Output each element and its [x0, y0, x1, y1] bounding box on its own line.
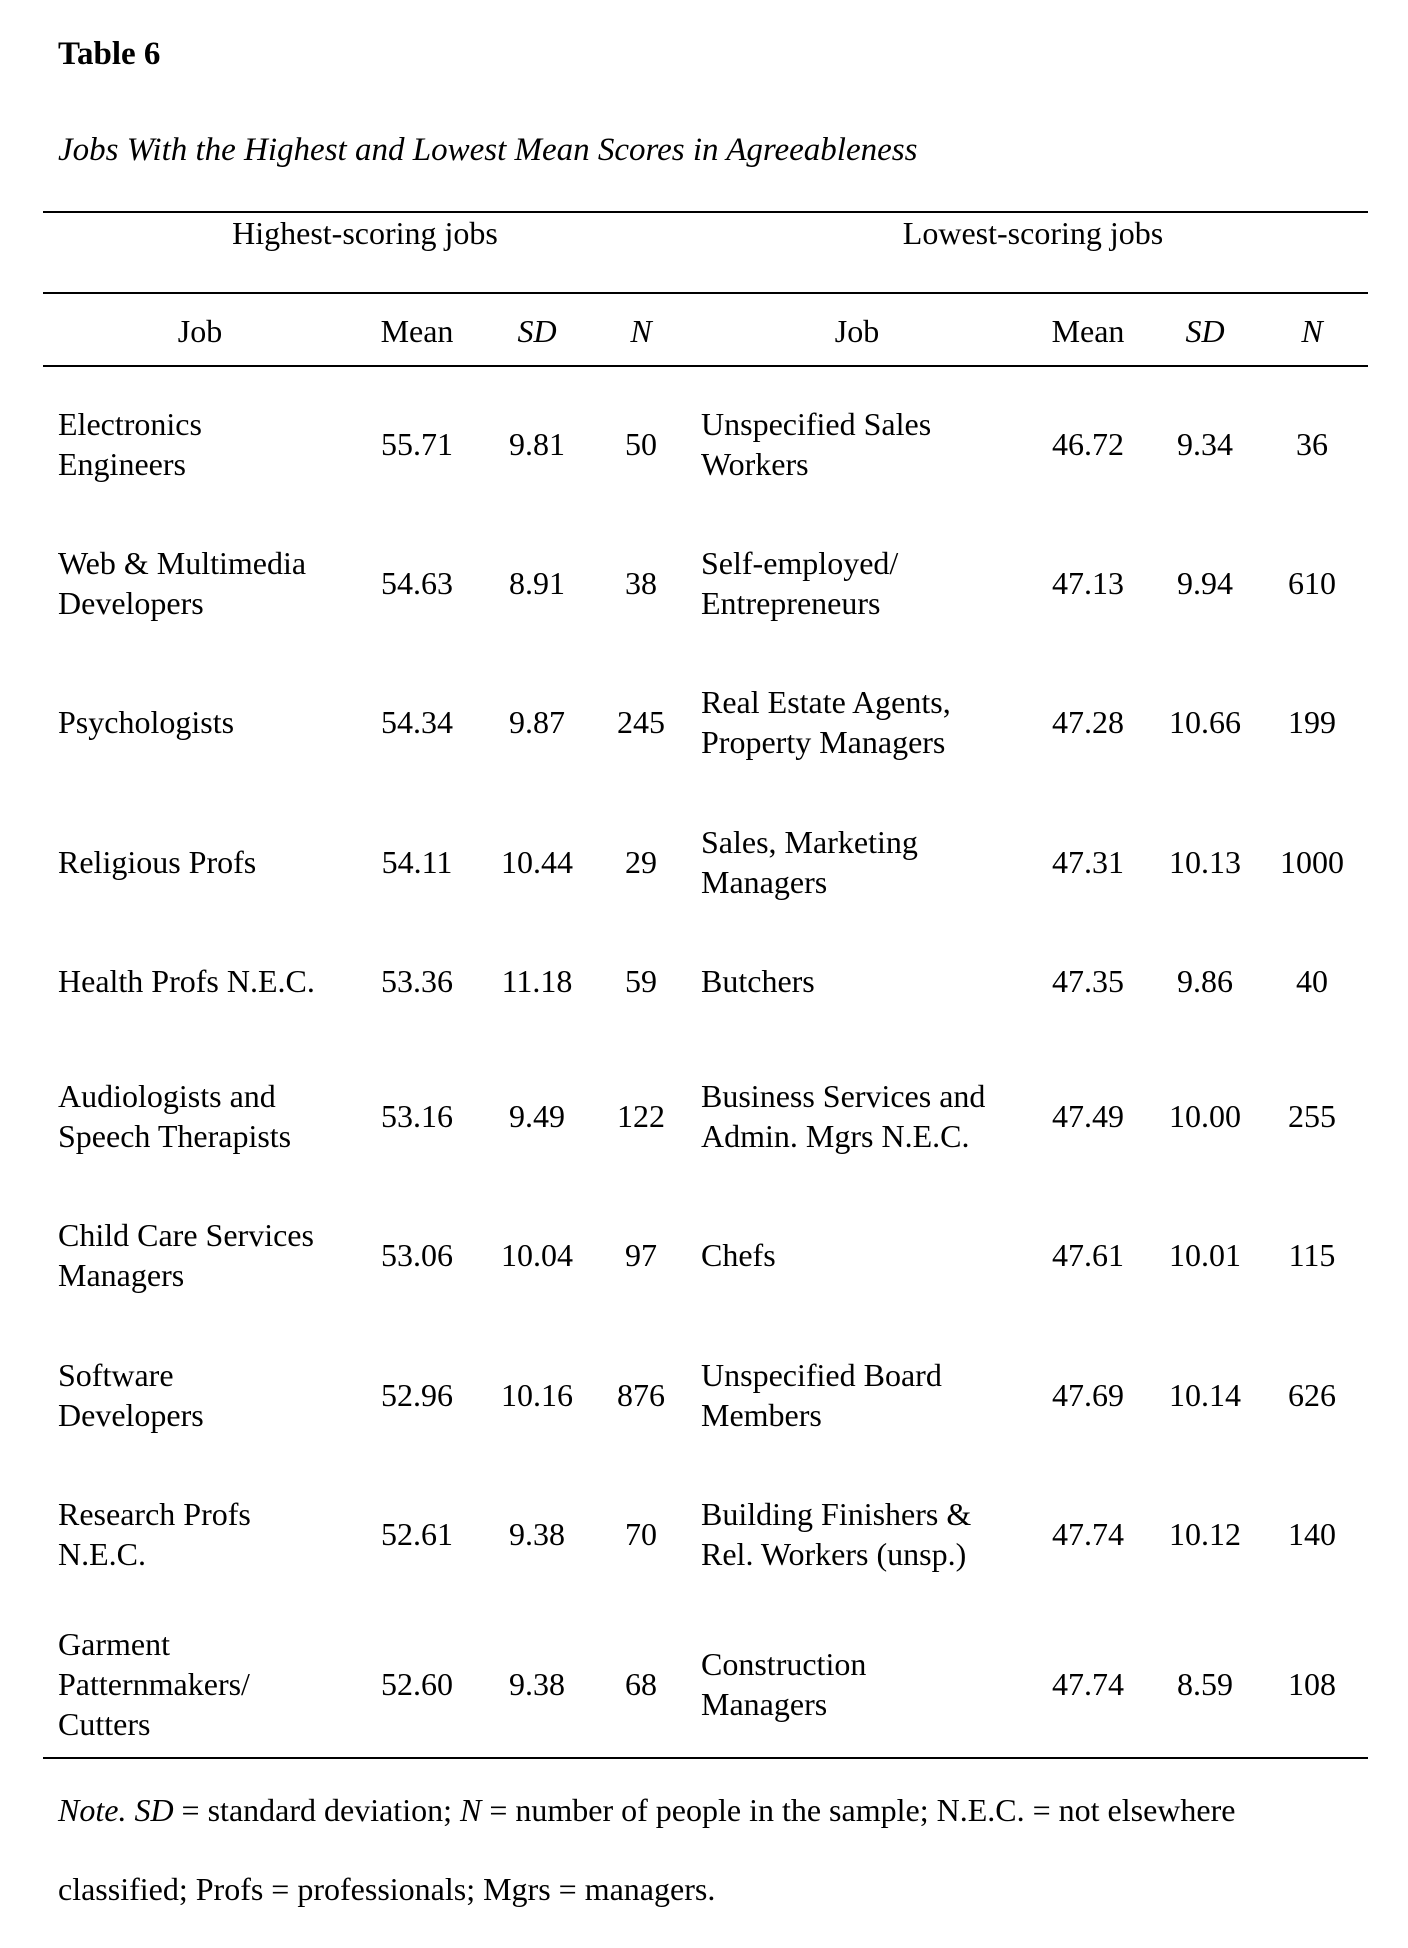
high-job-name: [58, 842, 256, 882]
low-sd-cell: 10.00: [1169, 1098, 1241, 1134]
job-name-line: Construction: [701, 1646, 867, 1682]
job-name-line: Self-employed/: [701, 545, 899, 581]
col-header-high-n: N: [630, 313, 652, 349]
high-mean-cell: 55.71: [381, 426, 453, 462]
low-job-name: [701, 1494, 971, 1574]
high-n-cell: 29: [625, 844, 657, 880]
table-row: [0, 1345, 1408, 1445]
low-n-cell: 626: [1288, 1377, 1336, 1413]
high-sd-cell: 11.18: [501, 963, 573, 999]
table-row: [0, 1624, 1408, 1744]
job-name-line: Entrepreneurs: [701, 585, 881, 621]
job-name-line: Child Care Services: [58, 1217, 314, 1253]
table-note-line-2: classified; Profs = professionals; Mgrs = managers.: [58, 1871, 716, 1907]
low-n-cell: 610: [1288, 565, 1336, 601]
low-mean-cell: 47.61: [1052, 1237, 1124, 1273]
table-note-line-1: [58, 1790, 1235, 1830]
low-n-cell: 36: [1296, 426, 1328, 462]
job-name-line: Managers: [701, 1686, 828, 1722]
group-header-lowest: Lowest-scoring jobs: [902, 215, 1164, 251]
low-n-cell: 108: [1288, 1666, 1336, 1702]
table-row: [0, 394, 1408, 494]
low-n-cell: 1000: [1280, 844, 1344, 880]
high-n-cell: 70: [625, 1516, 657, 1552]
table-row: [0, 951, 1408, 1011]
bottom-rule: [43, 1757, 1368, 1759]
note-sd-definition: = standard deviation;: [173, 1792, 460, 1828]
job-name-line: Research Profs: [58, 1496, 251, 1532]
low-mean-cell: 47.74: [1052, 1666, 1124, 1702]
low-sd-cell: 9.86: [1177, 963, 1233, 999]
low-sd-cell: 8.59: [1177, 1666, 1233, 1702]
low-job-cell: [701, 1624, 1031, 1744]
high-job-cell: [58, 1345, 358, 1445]
low-job-cell: [701, 1484, 1031, 1584]
table-row: [0, 812, 1408, 912]
high-job-name: [58, 1215, 314, 1295]
high-sd-cell: 9.81: [509, 426, 565, 462]
low-job-cell: [701, 1066, 1031, 1166]
high-job-cell: [58, 672, 358, 772]
job-name-line: N.E.C.: [58, 1536, 146, 1572]
col-header-high-job: Job: [177, 313, 223, 349]
low-job-cell: [701, 1345, 1031, 1445]
high-mean-cell: 52.61: [381, 1516, 453, 1552]
low-sd-cell: 9.34: [1177, 426, 1233, 462]
table-row: [0, 533, 1408, 633]
low-job-name: [701, 404, 931, 484]
low-n-cell: 255: [1288, 1098, 1336, 1134]
low-sd-cell: 10.66: [1169, 704, 1241, 740]
high-mean-cell: 52.60: [381, 1666, 453, 1702]
high-job-name: [58, 1355, 204, 1435]
col-header-low-n: N: [1301, 313, 1323, 349]
col-header-low-job: Job: [834, 313, 880, 349]
low-n-cell: 199: [1288, 704, 1336, 740]
table-label: Table 6: [58, 36, 161, 72]
job-name-line: Software: [58, 1357, 174, 1393]
table-row: [0, 1205, 1408, 1305]
high-sd-cell: 10.44: [501, 844, 573, 880]
low-n-cell: 115: [1288, 1237, 1336, 1273]
high-mean-cell: 53.36: [381, 963, 453, 999]
job-name-line: Psychologists: [58, 704, 235, 740]
high-n-cell: 876: [617, 1377, 665, 1413]
low-job-name: [701, 1355, 942, 1435]
job-name-line: Developers: [58, 1397, 204, 1433]
low-job-cell: [701, 1205, 1031, 1305]
high-sd-cell: 9.38: [509, 1666, 565, 1702]
job-name-line: Managers: [701, 864, 828, 900]
low-job-cell: [701, 394, 1031, 494]
high-mean-cell: 54.63: [381, 565, 453, 601]
low-job-cell: [701, 672, 1031, 772]
high-n-cell: 68: [625, 1666, 657, 1702]
col-header-high-sd: SD: [517, 313, 557, 349]
job-name-line: Business Services and: [701, 1078, 986, 1114]
high-mean-cell: 54.11: [381, 844, 453, 880]
note-line-1-rest: = number of people in the sample; N.E.C. = not elsewhere: [481, 1792, 1236, 1828]
low-job-name: [701, 1235, 776, 1275]
high-n-cell: 59: [625, 963, 657, 999]
low-job-name: [701, 543, 898, 623]
col-header-low-mean: Mean: [1051, 313, 1125, 349]
low-n-cell: 140: [1288, 1516, 1336, 1552]
high-job-cell: [58, 951, 358, 1011]
high-job-cell: [58, 1624, 358, 1744]
job-name-line: Butchers: [701, 963, 815, 999]
job-name-line: Building Finishers &: [701, 1496, 972, 1532]
high-mean-cell: 54.34: [381, 704, 453, 740]
table-row: [0, 1066, 1408, 1166]
job-name-line: Engineers: [58, 446, 186, 482]
high-n-cell: 245: [617, 704, 665, 740]
low-sd-cell: 10.01: [1169, 1237, 1241, 1273]
job-name-line: Unspecified Board: [701, 1357, 942, 1393]
job-name-line: Property Managers: [701, 724, 946, 760]
high-job-name: [58, 1494, 251, 1574]
high-job-name: [58, 1076, 291, 1156]
high-sd-cell: 9.38: [509, 1516, 565, 1552]
group-header-rule: [43, 292, 1368, 294]
high-n-cell: 122: [617, 1098, 665, 1134]
high-job-name: [58, 1624, 250, 1744]
job-name-line: Members: [701, 1397, 822, 1433]
high-sd-cell: 10.16: [501, 1377, 573, 1413]
high-n-cell: 38: [625, 565, 657, 601]
job-name-line: Religious Profs: [58, 844, 257, 880]
job-name-line: Electronics: [58, 406, 202, 442]
group-header-highest: Highest-scoring jobs: [232, 215, 498, 251]
job-name-line: Health Profs N.E.C.: [58, 963, 315, 999]
job-name-line: Real Estate Agents,: [701, 684, 951, 720]
low-job-cell: [701, 812, 1031, 912]
high-job-name: [58, 702, 234, 742]
high-job-cell: [58, 812, 358, 912]
low-mean-cell: 47.49: [1052, 1098, 1124, 1134]
high-n-cell: 97: [625, 1237, 657, 1273]
table-row: [0, 1484, 1408, 1584]
low-job-name: [701, 1644, 866, 1724]
low-mean-cell: 47.13: [1052, 565, 1124, 601]
job-name-line: Chefs: [701, 1237, 776, 1273]
low-n-cell: 40: [1296, 963, 1328, 999]
job-name-line: Admin. Mgrs N.E.C.: [701, 1118, 970, 1154]
col-header-low-sd: SD: [1185, 313, 1225, 349]
high-n-cell: 50: [625, 426, 657, 462]
job-name-line: Rel. Workers (unsp.): [701, 1536, 967, 1572]
low-sd-cell: 10.13: [1169, 844, 1241, 880]
low-job-name: [701, 961, 815, 1001]
high-job-cell: [58, 1066, 358, 1166]
high-sd-cell: 8.91: [509, 565, 565, 601]
low-mean-cell: 47.69: [1052, 1377, 1124, 1413]
job-name-line: Workers: [701, 446, 809, 482]
high-mean-cell: 53.16: [381, 1098, 453, 1134]
high-job-name: [58, 404, 202, 484]
job-name-line: Managers: [58, 1257, 185, 1293]
job-name-line: Web & Multimedia: [58, 545, 307, 581]
low-mean-cell: 46.72: [1052, 426, 1124, 462]
high-sd-cell: 10.04: [501, 1237, 573, 1273]
col-header-high-mean: Mean: [380, 313, 454, 349]
job-name-line: Sales, Marketing: [701, 824, 918, 860]
high-job-name: [58, 961, 315, 1001]
job-name-line: Garment: [58, 1626, 170, 1662]
low-job-cell: [701, 951, 1031, 1011]
low-sd-cell: 9.94: [1177, 565, 1233, 601]
low-job-cell: [701, 533, 1031, 633]
high-job-cell: [58, 1205, 358, 1305]
note-sd-symbol: SD: [134, 1792, 174, 1828]
low-sd-cell: 10.14: [1169, 1377, 1241, 1413]
job-name-line: Cutters: [58, 1706, 151, 1742]
high-sd-cell: 9.87: [509, 704, 565, 740]
job-name-line: Patternmakers/: [58, 1666, 250, 1702]
high-job-cell: [58, 394, 358, 494]
job-name-line: Developers: [58, 585, 204, 621]
high-job-cell: [58, 533, 358, 633]
low-mean-cell: 47.35: [1052, 963, 1124, 999]
low-mean-cell: 47.28: [1052, 704, 1124, 740]
job-name-line: Audiologists and: [58, 1078, 276, 1114]
low-mean-cell: 47.31: [1052, 844, 1124, 880]
column-header-rule: [43, 365, 1368, 367]
table-row: [0, 672, 1408, 772]
high-mean-cell: 52.96: [381, 1377, 453, 1413]
high-job-cell: [58, 1484, 358, 1584]
low-mean-cell: 47.74: [1052, 1516, 1124, 1552]
high-job-name: [58, 543, 306, 623]
note-lead: Note.: [58, 1792, 127, 1828]
high-sd-cell: 9.49: [509, 1098, 565, 1134]
job-name-line: Speech Therapists: [58, 1118, 292, 1154]
low-job-name: [701, 1076, 985, 1156]
low-sd-cell: 10.12: [1169, 1516, 1241, 1552]
high-mean-cell: 53.06: [381, 1237, 453, 1273]
note-n-symbol: N: [459, 1792, 482, 1828]
low-job-name: [701, 682, 951, 762]
low-job-name: [701, 822, 918, 902]
table-title: Jobs With the Highest and Lowest Mean Scores in Agreeableness: [58, 132, 918, 168]
job-name-line: Unspecified Sales: [701, 406, 932, 442]
